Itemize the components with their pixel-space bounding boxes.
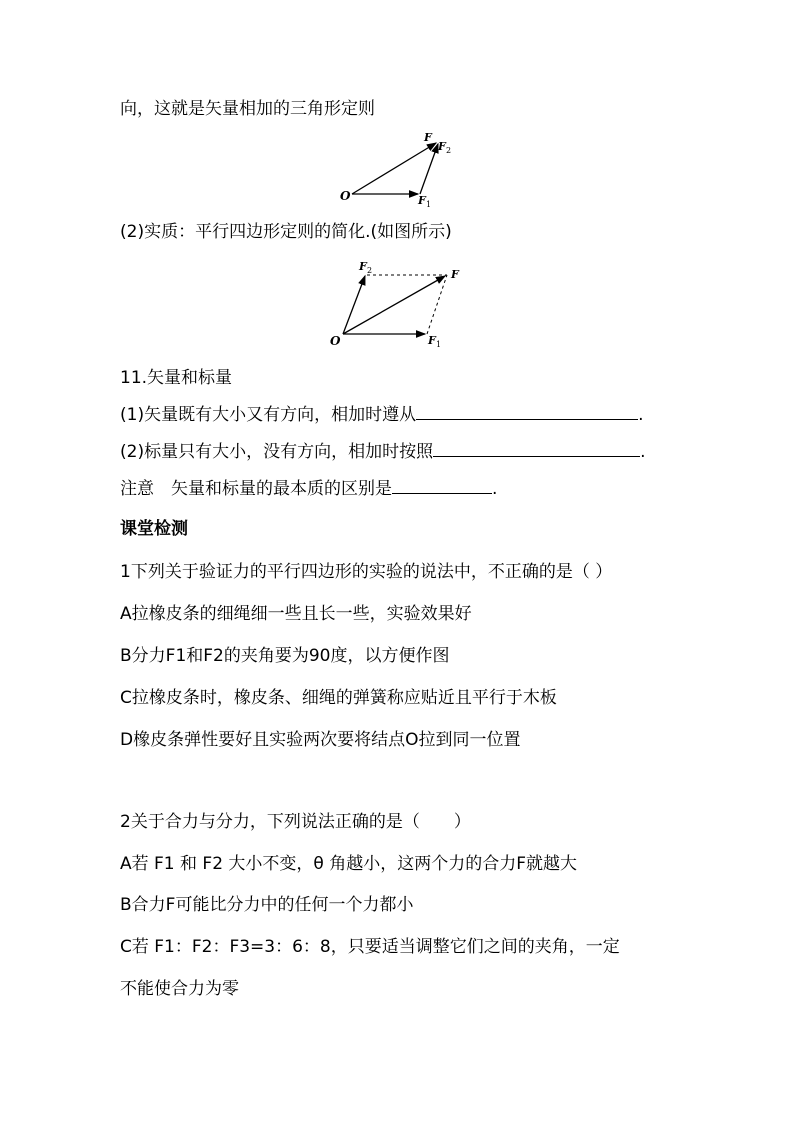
period: . (638, 405, 644, 425)
option-c-continued: 不能使合力为零 (120, 979, 239, 999)
label-f1: F (428, 334, 436, 347)
label-f2-sub: 2 (446, 146, 452, 155)
option-b: B合力F可能比分力中的任何一个力都小 (120, 895, 414, 915)
vector-f2 (343, 276, 365, 334)
answer-blank (416, 401, 638, 420)
label-f1-sub: 1 (436, 340, 442, 349)
label-o: O (340, 189, 351, 203)
answer-blank (392, 475, 492, 494)
triangle-rule-figure (330, 128, 470, 210)
text-line: 11.矢量和标量 (120, 368, 233, 388)
option-a: A若 F1 和 F2 大小不变，θ 角越小，这两个力的合力F就越大 (120, 854, 578, 874)
label-f2-sub: 2 (367, 266, 373, 275)
label-f: F (424, 131, 432, 144)
fill-blank-line (120, 438, 646, 464)
label-o: O (330, 334, 341, 348)
option-c: C拉橡皮条时，橡皮条、细绳的弹簧称应贴近且平行于木板 (120, 688, 557, 708)
option-c: C若 F1：F2：F3=3：6：8，只要适当调整它们之间的夹角，一定 (120, 937, 620, 957)
vector-resultant (343, 276, 445, 334)
question-text: (1)矢量既有大小又有方向，相加时遵从 (120, 405, 417, 425)
label-f: F (451, 268, 459, 281)
text-line: (2)实质：平行四边形定则的简化.(如图所示) (120, 222, 452, 242)
text-line: 向，这就是矢量相加的三角形定则 (120, 99, 375, 119)
option-b: B分力F1和F2的夹角要为90度，以方便作图 (120, 646, 450, 666)
label-f1-sub: 1 (426, 200, 432, 209)
answer-blank (433, 438, 640, 457)
label-f2: F (438, 140, 446, 153)
question-2: 2关于合力与分力，下列说法正确的是（ ） (120, 812, 471, 832)
fill-blank-line (120, 401, 644, 427)
period: . (492, 479, 498, 499)
parallelogram-figure (325, 254, 485, 354)
question-text: 注意 矢量和标量的最本质的区别是 (120, 479, 392, 499)
label-f2: F (359, 260, 367, 273)
option-a: A拉橡皮条的细绳细一些且长一些，实验效果好 (120, 604, 472, 624)
label-f1: F (418, 194, 426, 207)
period: . (640, 442, 646, 462)
question-1: 1下列关于验证力的平行四边形的实验的说法中，不正确的是（ ） (120, 562, 613, 582)
section-heading: 课堂检测 (120, 519, 188, 539)
option-d: D橡皮条弹性要好且实验两次要将结点O拉到同一位置 (120, 730, 521, 750)
fill-blank-line (120, 475, 497, 501)
question-text: (2)标量只有大小，没有方向，相加时按照 (120, 442, 434, 462)
